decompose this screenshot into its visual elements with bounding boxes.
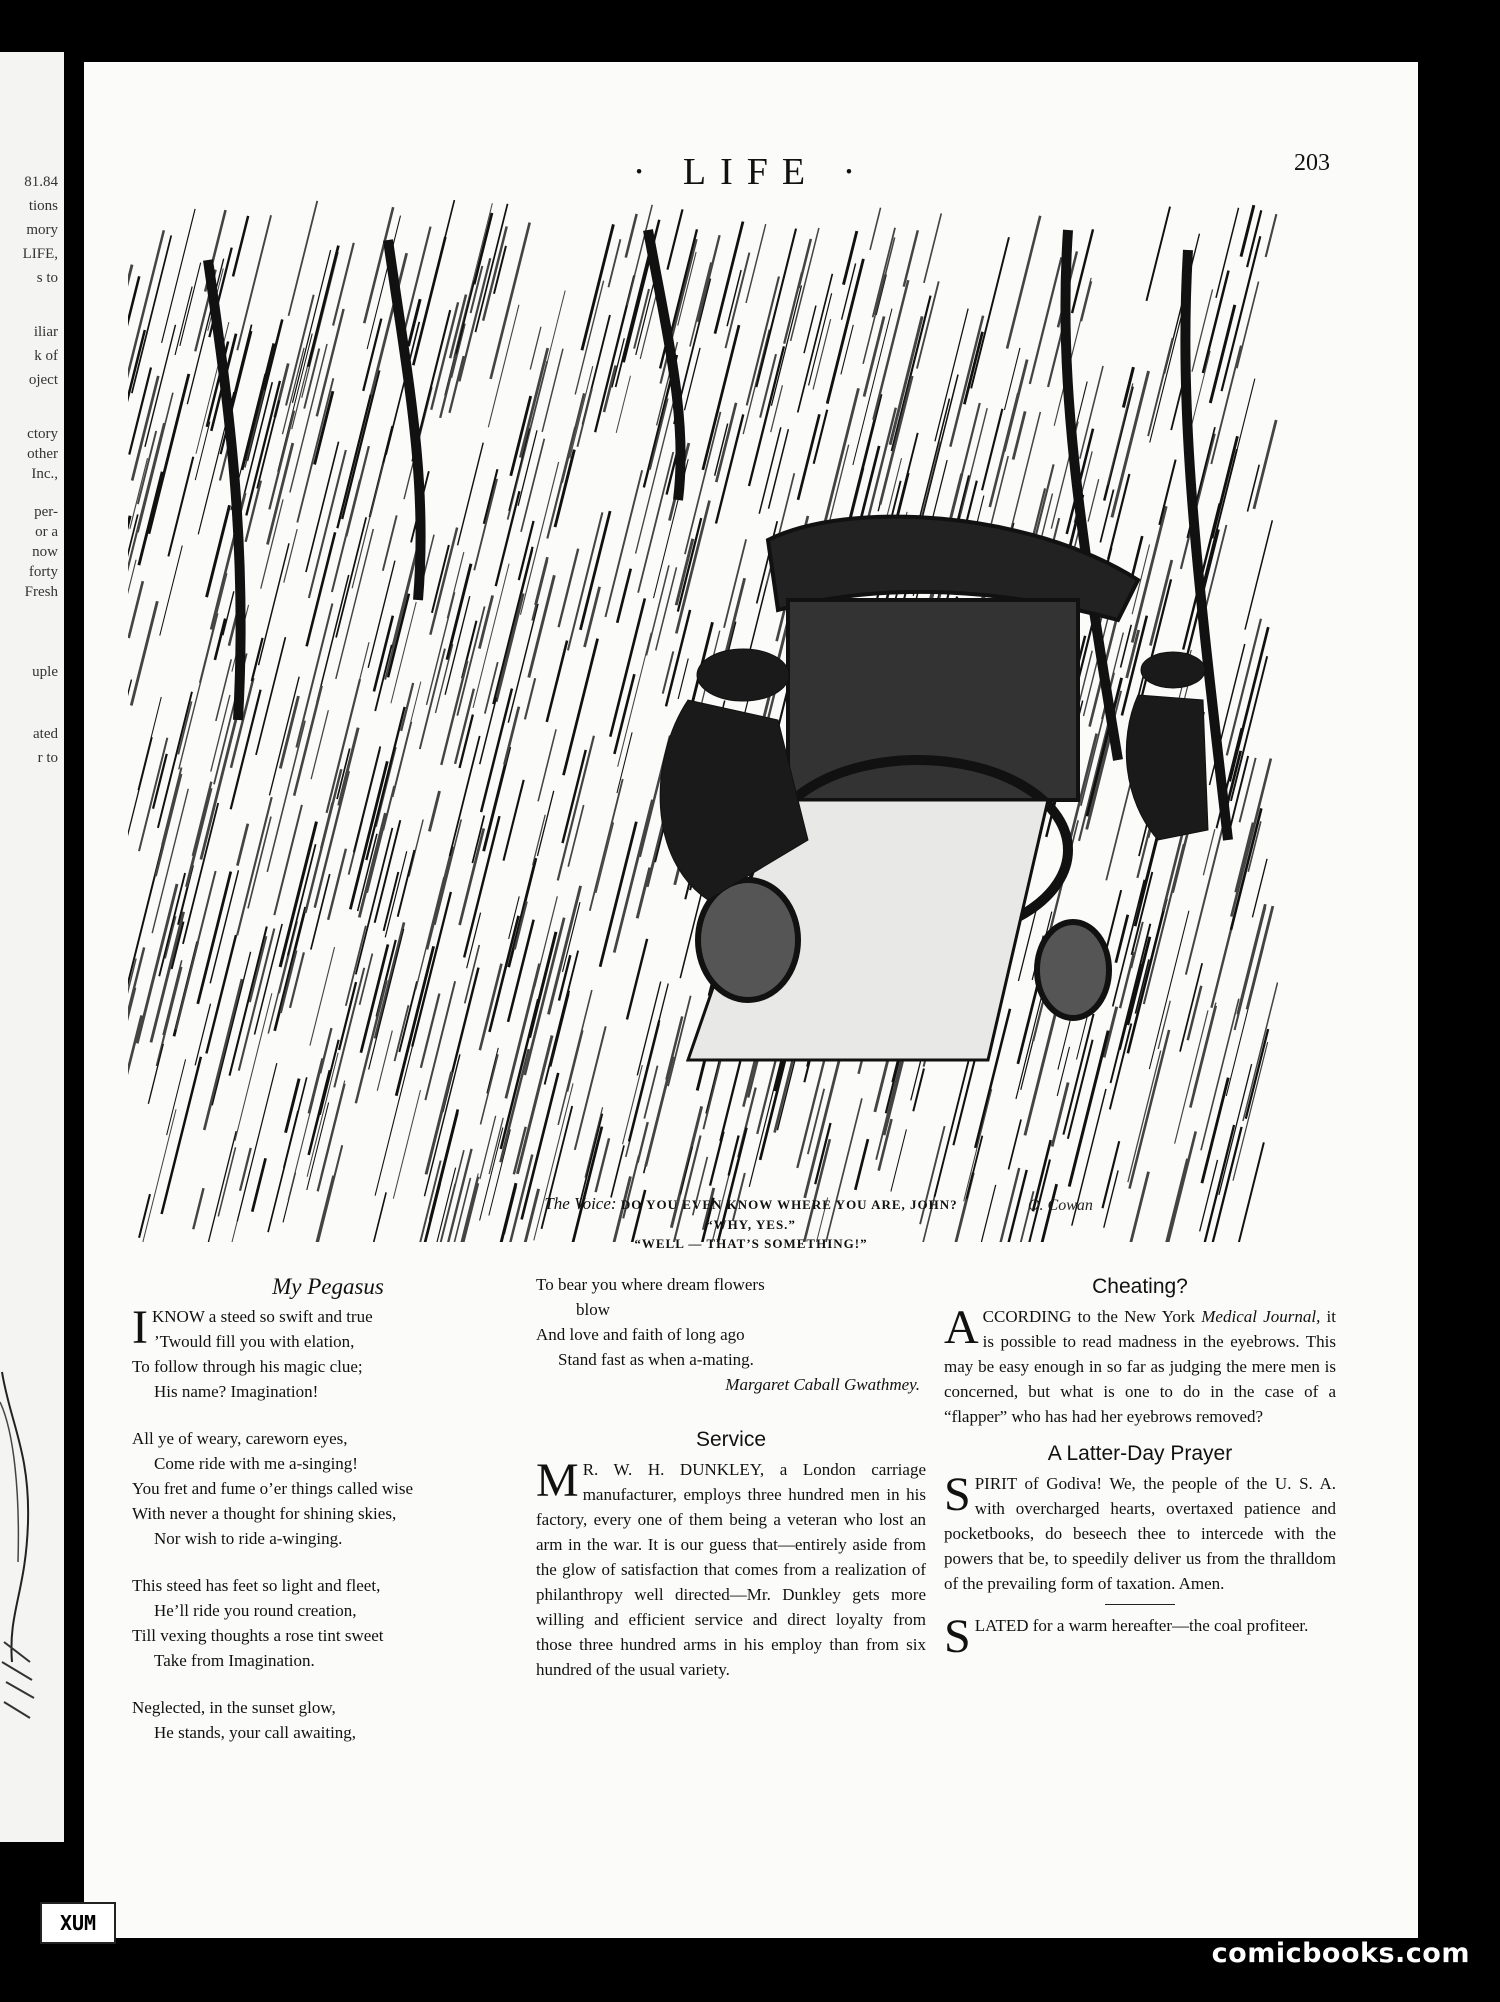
- left-page-fragment: Inc.,: [31, 466, 58, 482]
- artist-signature: O. Cowan: [1028, 1197, 1093, 1214]
- middle-column: [536, 1272, 926, 1682]
- caption-line-3: “WELL — THAT’S SOMETHING!”: [634, 1236, 868, 1251]
- prayer-lead: PIRIT of Godiva! We, the people of the U. S. A. with overcharged: [974, 1474, 1336, 1518]
- service-article: [536, 1454, 927, 1682]
- poem-line: KNOW a steed so swift and true: [151, 1307, 373, 1326]
- left-page-fragment: other: [27, 446, 58, 462]
- illustration-caption: [84, 1194, 1418, 1253]
- left-page-fragment: k of: [34, 348, 58, 364]
- cheating-body: madness in the eyebrows. This may be easy enough in so far as judging the mere men is concerned, but what is one to do in the case of a “flapper” who has had her eyebrows removed?: [944, 1332, 1336, 1426]
- caption-line-2: “WHY, YES.”: [706, 1217, 796, 1232]
- right-column: [944, 1272, 1337, 1663]
- left-page-fragment: now: [32, 544, 58, 560]
- prayer-body: hearts, overtaxed patience and pocketbooks, do beseech thee to intercede with the powers that be, to speedily deliver us from the thralldom of the prevailing form of taxation. Amen.: [944, 1499, 1337, 1593]
- poem-stanza-1: [132, 1301, 524, 1404]
- caption-speaker: The Voice:: [544, 1194, 617, 1213]
- slated-article: [944, 1610, 1336, 1663]
- poem-title: My Pegasus: [272, 1274, 384, 1299]
- poem-line: He stands, your call awaiting,: [154, 1723, 357, 1742]
- poem-dropcap: I: [132, 1301, 148, 1354]
- left-page-fragment: per-: [34, 504, 58, 520]
- left-page-fragment: LIFE,: [22, 246, 58, 262]
- left-page-fragment: tions: [28, 198, 58, 214]
- left-page-fragment: Fresh: [24, 584, 58, 600]
- page-number: 203: [1294, 150, 1330, 176]
- poem-line: This steed has feet so light and fleet,: [132, 1576, 381, 1595]
- poem-line: Take from Imagination.: [154, 1651, 315, 1670]
- cheating-lead-a: CCORDING to the New York: [982, 1307, 1202, 1326]
- magazine-page: [84, 62, 1418, 1938]
- poem-line: You fret and fume o’er things called wise: [132, 1479, 414, 1498]
- caption-line-1: DO YOU EVEN KNOW WHERE YOU ARE, JOHN?: [620, 1197, 958, 1212]
- poem-line: With never a thought for shining skies,: [132, 1504, 397, 1523]
- poem-line: And love and faith of long ago: [536, 1325, 745, 1344]
- poem-author: Margaret Caball Gwathmey.: [725, 1375, 920, 1394]
- cheating-lead-journal: Medical Journal,: [1201, 1307, 1321, 1326]
- poem-line: Stand fast as when a-mating.: [558, 1350, 754, 1369]
- poem-line: Come ride with me a-singing!: [154, 1454, 358, 1473]
- poem-stanza-5: [536, 1272, 926, 1397]
- service-title: Service: [695, 1428, 767, 1451]
- poem-stanza-3: [132, 1573, 524, 1673]
- left-page-fragment: s to: [36, 270, 58, 286]
- poem-line: blow: [576, 1300, 610, 1319]
- poem-line: He’ll ride you round creation,: [154, 1601, 357, 1620]
- cheating-article: [944, 1301, 1336, 1429]
- poem-line: Neglected, in the sunset glow,: [132, 1698, 336, 1717]
- left-page-fragment: 81.84: [24, 174, 58, 190]
- cheating-title: Cheating?: [1092, 1275, 1188, 1298]
- section-divider: [1105, 1604, 1175, 1605]
- service-body: hundred men in his factory, every one of them being a veteran who lost an arm in the war. It is our guess that—entirely aside from the glow of satisfaction that comes from a realization of philanthropy well directed—Mr. Dunkley gets more willing and efficient service and direct loyalty from those three hundred arms in his employ than from six hundred of the usual variety.: [536, 1485, 927, 1679]
- poem-line: ’Twould fill you with elation,: [154, 1332, 355, 1351]
- magazine-title: · LIFE ·: [632, 151, 870, 193]
- cheating-dropcap: A: [944, 1301, 979, 1354]
- left-page-fragment: ctory: [27, 426, 58, 442]
- poem-line: All ye of weary, careworn eyes,: [132, 1429, 348, 1448]
- slated-dropcap: S: [944, 1610, 971, 1663]
- poem-line: To bear you where dream flowers: [536, 1275, 765, 1294]
- site-watermark: comicbooks.com: [1211, 1938, 1470, 1969]
- cheating-lead-b: it is possible to read: [982, 1307, 1336, 1351]
- left-page-fragment: mory: [26, 222, 58, 238]
- left-page-fragment: or a: [35, 524, 58, 540]
- service-lead: R. W. H. DUNKLEY, a London carriage manufacturer, employs three: [582, 1460, 926, 1504]
- poem-column: [132, 1272, 524, 1767]
- poem-stanza-4: [132, 1695, 524, 1745]
- prayer-article: [944, 1468, 1337, 1596]
- poem-line: To follow through his magic clue;: [132, 1357, 363, 1376]
- left-page-fragment: forty: [28, 564, 58, 580]
- poem-line: Nor wish to ride a-winging.: [154, 1529, 343, 1548]
- prayer-title: A Latter-Day Prayer: [1047, 1442, 1233, 1465]
- service-dropcap: M: [536, 1454, 579, 1507]
- left-page-sketch: [0, 1362, 40, 1722]
- left-page-fragment: iliar: [33, 324, 58, 340]
- poem-line: Till vexing thoughts a rose tint sweet: [132, 1626, 384, 1645]
- poem-stanza-2: [132, 1426, 524, 1551]
- left-page-fragment: r to: [37, 750, 58, 766]
- slated-text: LATED for a warm hereafter—the coal profiteer.: [974, 1616, 1309, 1635]
- rainstorm-car-illustration: [128, 200, 1278, 1242]
- prayer-dropcap: S: [944, 1468, 971, 1521]
- left-page-fragment: uple: [32, 664, 58, 680]
- left-page-fragment: ated: [33, 726, 58, 742]
- left-page-fragment: oject: [28, 372, 58, 388]
- left-facing-page: [0, 52, 64, 1842]
- scan-stamp: XUM: [40, 1902, 116, 1944]
- poem-line: His name? Imagination!: [154, 1382, 319, 1401]
